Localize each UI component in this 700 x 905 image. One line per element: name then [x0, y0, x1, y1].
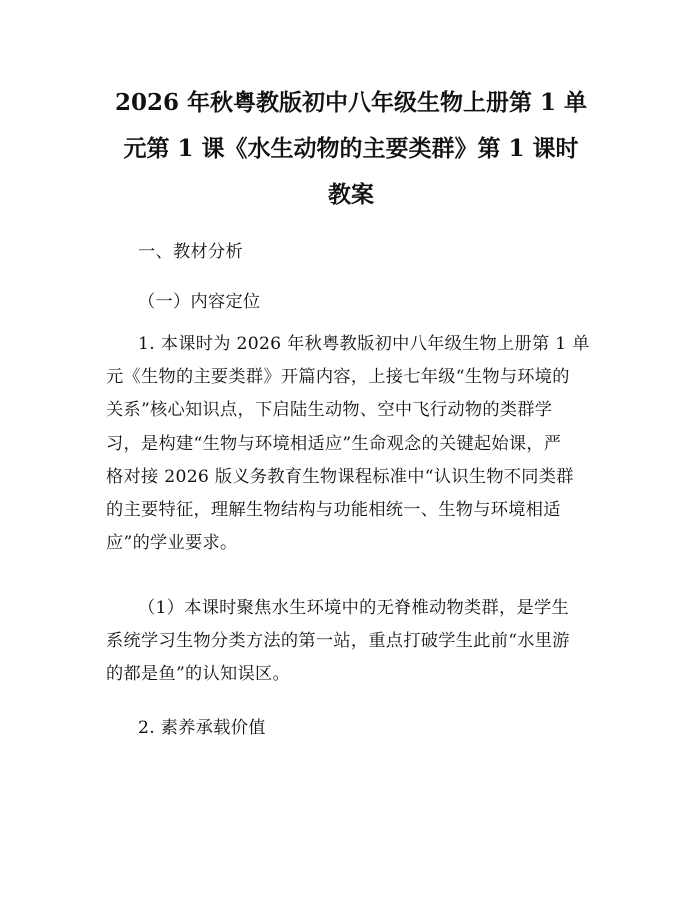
paragraph-line: 格对接 2026 版义务教育生物课程标准中“认识生物不同类群 — [106, 466, 574, 487]
paragraph-line: （1）本课时聚焦水生环境中的无脊椎动物类群，是学生 — [138, 598, 569, 618]
paragraph-line: 系统学习生物分类方法的第一站，重点打破学生此前“水里游 — [106, 631, 570, 652]
paragraph-lesson-positioning — [106, 328, 602, 560]
title-line: 教案 — [328, 181, 374, 208]
item-heading-text: 2. 素养承载价值 — [138, 718, 266, 738]
paragraph-line: 1. 本课时为 2026 年秋粤教版初中八年级生物上册第 1 单 — [138, 334, 590, 354]
section-heading-textbook-analysis — [106, 236, 602, 269]
paragraph-line: 元《生物的主要类群》开篇内容，上接七年级“生物与环境的 — [106, 367, 570, 388]
title-line: 2026 年秋粤教版初中八年级生物上册第 1 单 — [114, 89, 588, 116]
subsection-heading-text: （一）内容定位 — [138, 292, 261, 312]
paragraph-aquatic-invertebrates — [106, 592, 602, 692]
subsection-heading-content-positioning — [106, 286, 602, 319]
paragraph-line: 习，是构建“生物与环境相适应”生命观念的关键起始课，严 — [106, 433, 562, 454]
paragraph-line: 的都是鱼”的认知误区。 — [106, 664, 290, 685]
paragraph-line: 的主要特征，理解生物结构与功能相统一、生物与环境相适 — [106, 499, 561, 520]
paragraph-line: 应”的学业要求。 — [106, 533, 238, 554]
paragraph-line: 关系”核心知识点，下启陆生动物、空中飞行动物的类群学 — [106, 400, 553, 421]
title-line: 元第 1 课《水生动物的主要类群》第 1 课时 — [123, 135, 579, 162]
document-title — [96, 80, 606, 218]
section-heading-text: 一、教材分析 — [138, 242, 243, 262]
item-heading-literacy-value — [106, 712, 602, 745]
